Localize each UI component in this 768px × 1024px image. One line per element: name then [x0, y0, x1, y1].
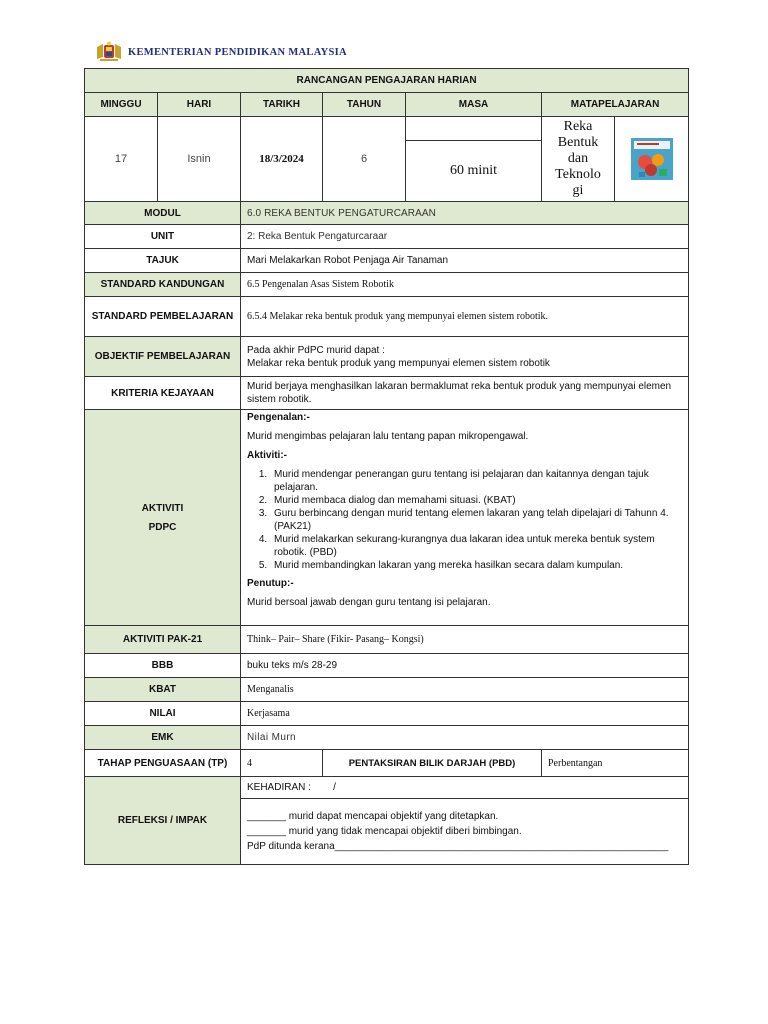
- tp-label: TAHAP PENGUASAAN (TP): [85, 750, 241, 777]
- nilai-value: Kerjasama: [241, 702, 689, 726]
- list-item: 3. Guru berbincang dengan murid tentang elemen lakaran yang telah dipelajari di Tahunn 4. (PAK21): [270, 507, 682, 533]
- aktiviti-list: [247, 468, 682, 572]
- hari-value: Isnin: [158, 117, 241, 202]
- tahun-value: 6: [323, 117, 406, 202]
- refleksi-line-2: _______ murid yang tidak mencapai objektif diberi bimbingan.: [247, 826, 522, 837]
- list-item: 2. Murid membaca dialog dan memahami situasi. (KBAT): [270, 494, 682, 507]
- kbat-label: KBAT: [85, 678, 241, 702]
- minggu-value: 17: [85, 117, 158, 202]
- objektif-label: OBJEKTIF PEMBELAJARAN: [85, 337, 241, 377]
- kehadiran: KEHADIRAN : /: [241, 777, 689, 799]
- pak21-label: AKTIVITI PAK-21: [85, 626, 241, 654]
- tajuk-value: Mari Melakarkan Robot Penjaga Air Tanaman: [241, 249, 689, 273]
- penutup-text: Murid bersoal jawab dengan guru tentang isi pelajaran.: [247, 597, 491, 608]
- refleksi-label: REFLEKSI / IMPAK: [85, 777, 241, 865]
- refleksi-line-3: PdP ditunda kerana____________________________________________________________: [247, 841, 669, 852]
- standard-kandungan-value: 6.5 Pengenalan Asas Sistem Robotik: [241, 273, 689, 297]
- penutup-title: Penutup:-: [247, 578, 294, 589]
- pbd-value: Perbentangan: [542, 750, 689, 777]
- objektif-value: [241, 337, 689, 377]
- aktiviti-content: [241, 410, 689, 626]
- objektif-line-2: Melakar reka bentuk produk yang mempunyai elemen sistem robotik: [247, 357, 550, 369]
- lesson-plan-table: [84, 68, 689, 865]
- textbook-cover-icon: [615, 117, 689, 202]
- col-hari: HARI: [158, 93, 241, 117]
- aktiviti-label: AKTIVITI PDPC: [85, 410, 241, 626]
- standard-pembelajaran-label: STANDARD PEMBELAJARAN: [85, 297, 241, 337]
- emk-label: EMK: [85, 726, 241, 750]
- tp-value: 4: [241, 750, 323, 777]
- pengenalan-text: Murid mengimbas pelajaran lalu tentang papan mikropengawal.: [247, 431, 529, 442]
- malaysia-crest-icon: [94, 41, 124, 63]
- list-item: 4. Murid melakarkan sekurang-kurangnya dua lakaran idea untuk mereka bentuk system robotik. (PBD): [270, 533, 682, 559]
- col-matapelajaran: MATAPELAJARAN: [542, 93, 689, 117]
- tajuk-label: TAJUK: [85, 249, 241, 273]
- kriteria-value: Murid berjaya menghasilkan lakaran bermaklumat reka bentuk produk yang mempunyai elemen sistem robotik.: [241, 377, 689, 410]
- kbat-value: Menganalis: [241, 678, 689, 702]
- list-item: 1. Murid mendengar penerangan guru tentang isi pelajaran dan kaitannya dengan tajuk pelajaran.: [270, 468, 682, 494]
- emk-value: Nilai Murn: [241, 726, 689, 750]
- pengenalan-title: Pengenalan:-: [247, 412, 310, 423]
- plan-title: RANCANGAN PENGAJARAN HARIAN: [85, 69, 689, 93]
- col-tarikh: TARIKH: [241, 93, 323, 117]
- refleksi-content: [241, 799, 689, 865]
- unit-label: UNIT: [85, 225, 241, 249]
- masa-top: [406, 117, 542, 141]
- kriteria-label: KRITERIA KEJAYAAN: [85, 377, 241, 410]
- standard-pembelajaran-value: 6.5.4 Melakar reka bentuk produk yang mempunyai elemen sistem robotik.: [241, 297, 689, 337]
- masa-value: 60 minit: [406, 141, 542, 202]
- bbb-label: BBB: [85, 654, 241, 678]
- col-minggu: MINGGU: [85, 93, 158, 117]
- matapelajaran-value: Reka Bentuk dan Teknolo gi: [542, 117, 615, 202]
- objektif-line-1: Pada akhir PdPC murid dapat :: [247, 344, 385, 356]
- pbd-label: PENTAKSIRAN BILIK DARJAH (PBD): [323, 750, 542, 777]
- col-tahun: TAHUN: [323, 93, 406, 117]
- col-masa: MASA: [406, 93, 542, 117]
- modul-label: MODUL: [85, 202, 241, 225]
- list-item: 5. Murid membandingkan lakaran yang mereka hasilkan secara dalam kumpulan.: [270, 559, 682, 572]
- bbb-value: buku teks m/s 28-29: [241, 654, 689, 678]
- refleksi-line-1: _______ murid dapat mencapai objektif yang ditetapkan.: [247, 811, 499, 822]
- aktiviti-title: Aktiviti:-: [247, 450, 287, 461]
- standard-kandungan-label: STANDARD KANDUNGAN: [85, 273, 241, 297]
- tarikh-value: 18/3/2024: [241, 117, 323, 202]
- nilai-label: NILAI: [85, 702, 241, 726]
- ministry-header: [94, 41, 347, 63]
- pak21-value: Think– Pair– Share (Fikir- Pasang– Kongsi): [241, 626, 689, 654]
- unit-value: 2: Reka Bentuk Pengaturcaraar: [241, 225, 689, 249]
- ministry-name: KEMENTERIAN PENDIDIKAN MALAYSIA: [128, 46, 347, 58]
- modul-value: 6.0 REKA BENTUK PENGATURCARAAN: [241, 202, 689, 225]
